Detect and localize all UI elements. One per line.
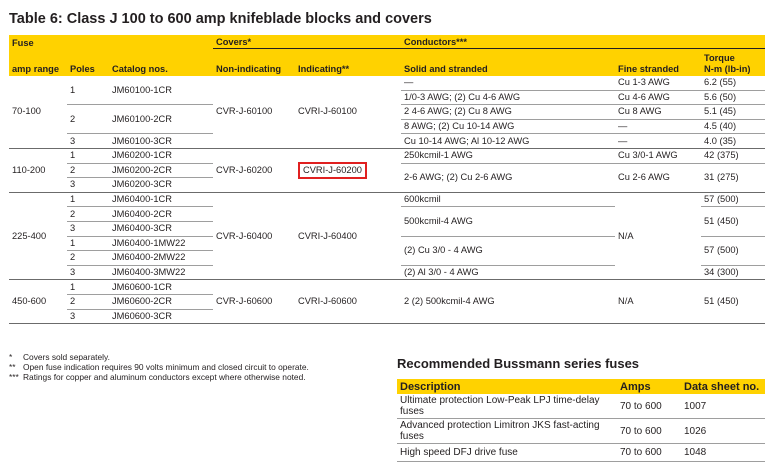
data-sheet-cell: 1048 <box>681 444 765 462</box>
table-row <box>397 394 765 419</box>
footnote: *** Ratings for copper and aluminum conductors except where otherwise noted. <box>9 372 306 382</box>
fine-cell: N/A <box>618 296 634 307</box>
header-fuse: Fuse <box>9 35 67 49</box>
solid-cell: 250kcmil-1 AWG <box>404 150 473 161</box>
recommended-title: Recommended Bussmann series fuses <box>397 356 640 371</box>
torque-cell: 5.1 (45) <box>701 105 765 120</box>
amps-cell: 70 to 600 <box>617 394 681 419</box>
poles-cell: 2 <box>70 113 76 124</box>
header-fine: Fine stranded <box>615 49 701 77</box>
catalog-cell: JM60600-1CR <box>112 281 172 292</box>
header-description: Description <box>397 379 617 394</box>
torque-cell: 34 (300) <box>704 267 739 278</box>
torque-cell: 6.2 (55) <box>701 76 765 90</box>
solid-cell: — <box>401 76 615 90</box>
poles-cell: 3 <box>70 310 76 321</box>
amps-cell: 70 to 600 <box>617 419 681 444</box>
indicating-cell: CVRI-J-60400 <box>298 230 357 241</box>
fine-cell: Cu 8 AWG <box>615 105 701 120</box>
poles-cell: 1 <box>70 194 76 205</box>
poles-cell: 3 <box>70 179 76 190</box>
poles-cell: 1 <box>70 150 76 161</box>
table-title: Table 6: Class J 100 to 600 amp knifeblade blocks and covers <box>9 11 432 27</box>
footnote: * Covers sold separately. <box>9 352 110 362</box>
fine-cell: Cu 4-6 AWG <box>618 91 670 102</box>
amp-range-cell: 70-100 <box>12 106 41 117</box>
torque-cell: 4.5 (40) <box>704 121 737 132</box>
catalog-cell: JM60400-2MW22 <box>112 252 186 263</box>
footnote: ** Open fuse indication requires 90 volts minimum and closed circuit to operate. <box>9 362 309 372</box>
table-row <box>397 444 765 462</box>
poles-cell: 1 <box>70 281 76 292</box>
poles-cell: 2 <box>70 296 76 307</box>
catalog-cell: JM60600-3CR <box>112 310 172 321</box>
solid-cell: 600kcmil <box>401 192 615 207</box>
torque-cell: 51 (450) <box>704 296 739 307</box>
fine-cell: Cu 2-6 AWG <box>618 172 670 183</box>
solid-cell: Cu 10-14 AWG; Al 10-12 AWG <box>404 135 530 146</box>
indicating-cell <box>295 148 401 192</box>
torque-cell: 42 (375) <box>704 150 739 161</box>
catalog-cell: JM60200-1CR <box>112 150 172 161</box>
poles-cell: 2 <box>70 208 76 219</box>
solid-cell: 1/0-3 AWG; (2) Cu 4-6 AWG <box>404 91 521 102</box>
catalog-cell: JM60400-2CR <box>112 208 172 219</box>
amps-cell: 70 to 600 <box>617 444 681 462</box>
poles-cell: 3 <box>70 223 76 234</box>
poles-cell: 3 <box>70 267 76 278</box>
solid-cell: 8 AWG; (2) Cu 10-14 AWG <box>404 121 515 132</box>
table-row <box>397 419 765 444</box>
description-cell: Advanced protection Limitron JKS fast-acting fuses <box>397 419 617 444</box>
data-sheet-cell: 1026 <box>681 419 765 444</box>
catalog-cell: JM60600-2CR <box>112 296 172 307</box>
header-poles: Poles <box>67 49 109 77</box>
torque-cell: 5.6 (50) <box>704 91 737 102</box>
catalog-cell: JM60100-2CR <box>112 113 172 124</box>
knifeblade-table <box>9 35 765 324</box>
recommended-fuses-table <box>397 379 765 462</box>
catalog-cell: JM60400-3CR <box>112 223 172 234</box>
header-amps: Amps <box>617 379 681 394</box>
fine-cell: — <box>618 121 628 132</box>
torque-cell: 31 (275) <box>704 172 739 183</box>
header-solid: Solid and stranded <box>401 49 615 77</box>
indicating-cell: CVRI-J-60100 <box>298 106 357 117</box>
highlighted-catalog: CVRI-J-60200 <box>298 162 367 179</box>
data-sheet-cell: 1007 <box>681 394 765 419</box>
description-cell: High speed DFJ drive fuse <box>397 444 617 462</box>
catalog-cell: JM60200-2CR <box>112 164 172 175</box>
torque-cell: 57 (500) <box>701 192 765 207</box>
catalog-cell: JM60400-1MW22 <box>112 237 186 248</box>
solid-cell: 2 4-6 AWG; (2) Cu 8 AWG <box>401 105 615 120</box>
torque-cell: 51 (450) <box>701 207 765 236</box>
header-conductors: Conductors*** <box>401 35 765 49</box>
catalog-cell: JM60100-1CR <box>112 84 172 95</box>
torque-cell: 57 (500) <box>701 236 765 265</box>
header-covers: Covers* <box>213 35 401 49</box>
poles-cell: 1 <box>70 237 76 248</box>
catalog-cell: JM60400-3MW22 <box>112 267 186 278</box>
header-amp-range: amp range <box>9 49 67 77</box>
amp-range-cell: 225-400 <box>12 230 47 241</box>
solid-cell: (2) Al 3/0 - 4 AWG <box>404 267 479 278</box>
fine-cell: N/A <box>618 230 634 241</box>
solid-cell: (2) Cu 3/0 - 4 AWG <box>401 236 615 265</box>
poles-cell: 2 <box>70 252 76 263</box>
non-indicating-cell: CVR-J-60100 <box>216 106 273 117</box>
solid-cell: 2-6 AWG; (2) Cu 2-6 AWG <box>404 172 513 183</box>
fine-cell: Cu 1-3 AWG <box>615 76 701 90</box>
catalog-cell: JM60400-1CR <box>112 194 172 205</box>
header-torque: Torque N-m (lb-in) <box>701 49 765 77</box>
fine-cell: Cu 3/0-1 AWG <box>618 150 678 161</box>
indicating-cell: CVRI-J-60600 <box>298 296 357 307</box>
non-indicating-cell: CVR-J-60600 <box>216 296 273 307</box>
catalog-cell: JM60200-3CR <box>112 179 172 190</box>
poles-cell: 2 <box>70 164 76 175</box>
amp-range-cell: 450-600 <box>12 296 47 307</box>
footnotes <box>9 352 309 382</box>
fine-cell: — <box>618 135 628 146</box>
poles-cell: 3 <box>70 135 76 146</box>
header-data-sheet: Data sheet no. <box>681 379 765 394</box>
solid-cell: 500kcmil-4 AWG <box>401 207 615 236</box>
amp-range-cell: 110-200 <box>12 164 46 175</box>
header-non-indicating: Non-indicating <box>213 49 295 77</box>
description-cell: Ultimate protection Low-Peak LPJ time-delay fuses <box>397 394 617 419</box>
header-indicating: Indicating** <box>295 49 401 77</box>
poles-cell: 1 <box>70 84 76 95</box>
catalog-cell: JM60100-3CR <box>112 135 172 146</box>
header-catalog: Catalog nos. <box>109 49 213 77</box>
non-indicating-cell: CVR-J-60200 <box>216 164 273 175</box>
torque-cell: 4.0 (35) <box>704 135 737 146</box>
non-indicating-cell: CVR-J-60400 <box>216 230 273 241</box>
solid-cell: 2 (2) 500kcmil-4 AWG <box>404 296 495 307</box>
